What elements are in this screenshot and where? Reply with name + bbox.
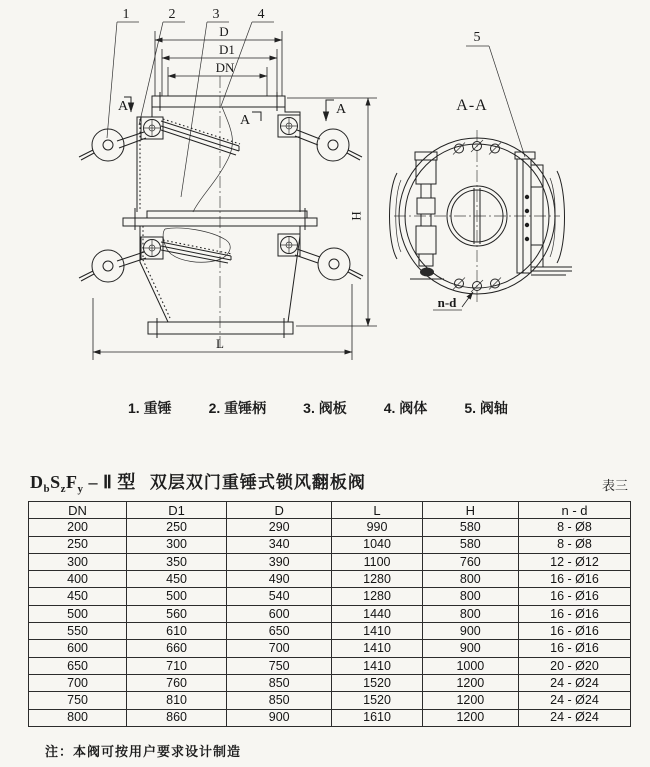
- aa-left-shaft-assembly: [410, 152, 444, 279]
- table-row: [29, 623, 631, 640]
- upper-valve-plate: [161, 119, 240, 155]
- table-cell: 16 - Ø16: [519, 588, 631, 605]
- part-callouts: [107, 7, 274, 197]
- table-cell: 540: [227, 588, 332, 605]
- callout-1-weight: 1: [122, 7, 130, 22]
- column-header: H: [422, 502, 518, 519]
- table-cell: 1610: [332, 709, 422, 726]
- table-cell: 24 - Ø24: [519, 709, 631, 726]
- table-cell: 710: [127, 657, 227, 674]
- table-cell: 20 - Ø20: [519, 657, 631, 674]
- table-cell: 560: [127, 605, 227, 622]
- table-cell: 650: [29, 657, 127, 674]
- table-reference-label: 表三: [601, 478, 628, 493]
- caption-item: 4. 阀体: [383, 400, 428, 416]
- table-cell: 1410: [332, 623, 422, 640]
- bottom-flange: [148, 318, 293, 338]
- column-header: DN: [29, 502, 127, 519]
- column-header: n - d: [519, 502, 631, 519]
- table-cell: 750: [227, 657, 332, 674]
- upper-left-weight-assembly: [79, 117, 163, 161]
- dim-label-nd: n-d: [437, 295, 457, 310]
- table-cell: 1200: [422, 674, 518, 691]
- table-cell: 750: [29, 692, 127, 709]
- caption-item: 3. 阀板: [303, 400, 347, 416]
- dim-label-L: L: [216, 336, 224, 351]
- table-cell: 580: [422, 519, 518, 536]
- table-cell: 550: [29, 623, 127, 640]
- table-row: [29, 709, 631, 726]
- bolt-hole: [489, 143, 501, 155]
- table-cell: 350: [127, 553, 227, 570]
- table-cell: 580: [422, 536, 518, 553]
- table-cell: 900: [422, 640, 518, 657]
- table-cell: 1410: [332, 640, 422, 657]
- table-cell: 650: [227, 623, 332, 640]
- spec-table: [28, 501, 631, 727]
- section-mark-mid: A: [240, 113, 251, 128]
- table-cell: 340: [227, 536, 332, 553]
- column-header: D1: [127, 502, 227, 519]
- section-view-AA: [390, 30, 573, 310]
- table-cell: 390: [227, 553, 332, 570]
- table-cell: 900: [227, 709, 332, 726]
- table-cell: 860: [127, 709, 227, 726]
- table-cell: 1280: [332, 588, 422, 605]
- table-cell: 800: [422, 588, 518, 605]
- title-row: [30, 468, 628, 495]
- model-code: $D_bS_zF_y$ – Ⅱ 型: [30, 472, 136, 495]
- table-cell: 200: [29, 519, 127, 536]
- dim-label-H: H: [349, 211, 364, 221]
- table-row: [29, 692, 631, 709]
- table-row: [29, 536, 631, 553]
- table-cell: 990: [332, 519, 422, 536]
- table-cell: 800: [422, 605, 518, 622]
- table-cell: 850: [227, 674, 332, 691]
- table-cell: 700: [227, 640, 332, 657]
- table-cell: 900: [422, 623, 518, 640]
- table-cell: 24 - Ø24: [519, 692, 631, 709]
- table-cell: 24 - Ø24: [519, 674, 631, 691]
- lower-right-weight-assembly: [278, 234, 363, 280]
- aa-nd-callout: [433, 292, 473, 310]
- bolt-hole: [489, 278, 501, 290]
- table-cell: 12 - Ø12: [519, 553, 631, 570]
- table-cell: 610: [127, 623, 227, 640]
- parts-caption: [128, 398, 628, 418]
- table-row: [29, 588, 631, 605]
- upper-right-weight-assembly: [278, 115, 362, 161]
- table-cell: 500: [127, 588, 227, 605]
- table-cell: 800: [29, 709, 127, 726]
- top-flange: [152, 92, 285, 111]
- callout-4-valve-body: 4: [257, 7, 265, 22]
- table-cell: 250: [29, 536, 127, 553]
- table-cell: 16 - Ø16: [519, 605, 631, 622]
- caption-item: 2. 重锤柄: [208, 400, 267, 416]
- lower-valve-plate: [161, 240, 232, 263]
- spec-table-wrap: [28, 501, 631, 727]
- table-row: [29, 605, 631, 622]
- table-cell: 1440: [332, 605, 422, 622]
- table-cell: 16 - Ø16: [519, 623, 631, 640]
- bolt-hole: [453, 143, 465, 155]
- table-cell: 400: [29, 571, 127, 588]
- table-cell: 1520: [332, 692, 422, 709]
- upper-body: [137, 107, 300, 212]
- table-cell: 1100: [332, 553, 422, 570]
- bolt-hole: [471, 140, 483, 152]
- table-cell: 600: [29, 640, 127, 657]
- table-cell: 16 - Ø16: [519, 571, 631, 588]
- callout-2-weight-arm: 2: [168, 7, 176, 22]
- table-cell: 490: [227, 571, 332, 588]
- footnote: 注：本阀可按用户要求设计制造: [45, 744, 242, 759]
- table-cell: 300: [127, 536, 227, 553]
- column-header: L: [332, 502, 422, 519]
- table-row: [29, 519, 631, 536]
- table-cell: 1040: [332, 536, 422, 553]
- main-view: [79, 7, 377, 360]
- table-row: [29, 571, 631, 588]
- table-cell: 1200: [422, 692, 518, 709]
- table-row: [29, 640, 631, 657]
- caption-item: 5. 阀轴: [464, 400, 508, 416]
- table-cell: 760: [127, 674, 227, 691]
- table-cell: 16 - Ø16: [519, 640, 631, 657]
- table-cell: 600: [227, 605, 332, 622]
- table-cell: 450: [127, 571, 227, 588]
- aa-right-shaft-section: [515, 152, 572, 275]
- page-title: [30, 468, 366, 495]
- table-cell: 1410: [332, 657, 422, 674]
- table-cell: 1520: [332, 674, 422, 691]
- callout-5-valve-shaft: 5: [473, 30, 481, 45]
- caption-item: 1. 重锤: [128, 400, 172, 416]
- callout-3-valve-plate: 3: [212, 7, 220, 22]
- table-cell: 660: [127, 640, 227, 657]
- top-dimension-lines: [155, 24, 282, 76]
- table-cell: 700: [29, 674, 127, 691]
- table-cell: 450: [29, 588, 127, 605]
- table-row: [29, 657, 631, 674]
- bolt-hole: [453, 278, 465, 290]
- table-row: [29, 553, 631, 570]
- valve-name: 双层双门重锤式锁风翻板阀: [149, 473, 366, 492]
- table-cell: 290: [227, 519, 332, 536]
- spec-table-body: [29, 519, 631, 727]
- column-header: D: [227, 502, 332, 519]
- section-mark-left: A: [118, 99, 129, 114]
- dim-label-D1: D1: [219, 42, 235, 57]
- table-cell: 300: [29, 553, 127, 570]
- table-cell: 8 - Ø8: [519, 536, 631, 553]
- dim-label-D: D: [219, 24, 229, 39]
- spec-table-head-row: [29, 502, 631, 519]
- section-view-title: A-A: [456, 97, 488, 114]
- bolt-hole: [471, 280, 483, 292]
- table-cell: 760: [422, 553, 518, 570]
- table-cell: 800: [422, 571, 518, 588]
- table-cell: 1280: [332, 571, 422, 588]
- table-cell: 1200: [422, 709, 518, 726]
- table-cell: 8 - Ø8: [519, 519, 631, 536]
- table-cell: 250: [127, 519, 227, 536]
- table-row: [29, 674, 631, 691]
- dim-label-DN: DN: [215, 60, 235, 75]
- section-mark-right: A: [336, 102, 347, 117]
- shaft-end-hatch: [420, 268, 434, 277]
- table-cell: 1000: [422, 657, 518, 674]
- table-cell: 500: [29, 605, 127, 622]
- table-cell: 850: [227, 692, 332, 709]
- table-cell: 810: [127, 692, 227, 709]
